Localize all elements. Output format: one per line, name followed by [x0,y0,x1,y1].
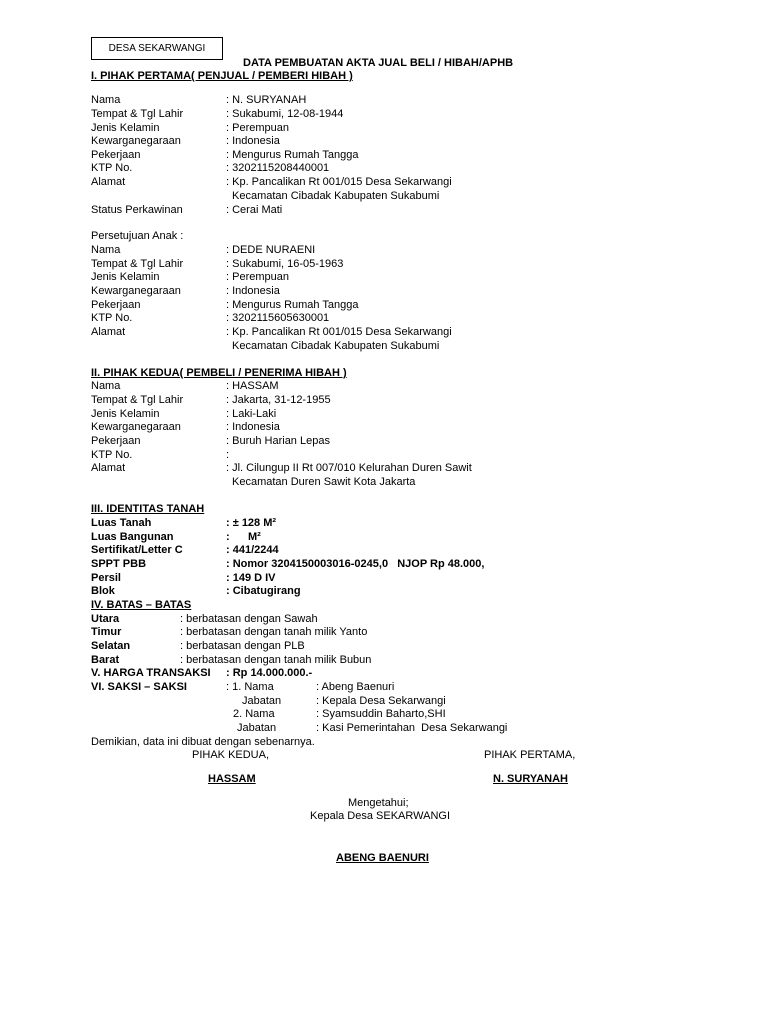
document-title: DATA PEMBUATAN AKTA JUAL BELI / HIBAH/APHB [243,57,514,69]
s1-address-line2: Kecamatan Cibadak Kabupaten Sukabumi [232,190,440,202]
s1-value-name: : N. SURYANAH [226,94,307,106]
s2-label-gender: Jenis Kelamin [91,408,160,420]
party1-name: N. SURYANAH [493,773,568,785]
section6-label: VI. SAKSI – SAKSI [91,681,187,693]
witness1-position-label: Jabatan [242,695,282,707]
known-by: Mengetahui; [348,797,409,809]
s4-value-west: : berbatasan dengan tanah milik Bubun [180,654,372,666]
s4-value-east: : berbatasan dengan tanah milik Yanto [180,626,368,638]
s1-label-address: Alamat [91,176,126,188]
c-label-birth: Tempat & Tgl Lahir [91,258,184,270]
s3-value-certificate: : 441/2244 [226,544,279,556]
c-label-nationality: Kewarganegaraan [91,285,181,297]
s1-label-ktp: KTP No. [91,162,133,174]
s2-label-address: Alamat [91,462,126,474]
s3-value-persil: : 149 D IV [226,572,276,584]
s3-value-blok: : Cibatugirang [226,585,301,597]
section3-heading: III. IDENTITAS TANAH [91,503,205,515]
consent-heading: Persetujuan Anak : [91,230,184,242]
c-value-ktp: : 3202115605630001 [226,312,330,324]
s2-value-name: : HASSAM [226,380,279,392]
s1-label-gender: Jenis Kelamin [91,122,160,134]
s2-value-gender: : Laki-Laki [226,408,277,420]
s1-label-marital: Status Perkawinan [91,204,183,216]
s3-label-land-area: Luas Tanah [91,517,152,529]
s1-value-address: : Kp. Pancalikan Rt 001/015 Desa Sekarwangi [226,176,452,188]
witness2-position-label: Jabatan [237,722,277,734]
s1-value-birth: : Sukabumi, 12-08-1944 [226,108,344,120]
s4-value-north: : berbatasan dengan Sawah [180,613,318,625]
c-address-line2: Kecamatan Cibadak Kabupaten Sukabumi [232,340,440,352]
s3-label-persil: Persil [91,572,121,584]
s2-label-ktp: KTP No. [91,449,133,461]
witness2-name-label: 2. Nama [233,708,275,720]
c-label-gender: Jenis Kelamin [91,271,160,283]
c-label-name: Nama [91,244,121,256]
s2-label-name: Nama [91,380,121,392]
s2-value-address: : Jl. Cilungup II Rt 007/010 Kelurahan Duren Sawit [226,462,472,474]
s1-value-marital: : Cerai Mati [226,204,283,216]
party1-title: PIHAK PERTAMA, [484,749,576,761]
witness2-name-value: : Syamsuddin Baharto,SHI [316,708,446,720]
s4-label-east: Timur [91,626,122,638]
s3-label-blok: Blok [91,585,115,597]
s1-label-nationality: Kewarganegaraan [91,135,181,147]
s4-label-north: Utara [91,613,120,625]
witness1-position-value: : Kepala Desa Sekarwangi [316,695,446,707]
c-value-gender: : Perempuan [226,271,289,283]
c-value-nationality: : Indonesia [226,285,280,297]
section5-label: V. HARGA TRANSAKSI [91,667,211,679]
s3-value-sppt: : Nomor 3204150003016-0245,0 NJOP Rp 48.000, [226,558,485,570]
c-label-ktp: KTP No. [91,312,133,324]
s3-label-building-area: Luas Bangunan [91,531,174,543]
s4-label-south: Selatan [91,640,131,652]
s3-label-certificate: Sertifikat/Letter C [91,544,183,556]
c-value-occupation: : Mengurus Rumah Tangga [226,299,359,311]
s1-value-gender: : Perempuan [226,122,289,134]
s2-value-ktp: : [226,449,230,461]
village-head-title: Kepala Desa SEKARWANGI [310,810,451,822]
s4-label-west: Barat [91,654,120,666]
s2-value-nationality: : Indonesia [226,421,280,433]
closing-statement: Demikian, data ini dibuat dengan sebenarnya. [91,736,315,748]
s1-value-occupation: : Mengurus Rumah Tangga [226,149,359,161]
s1-label-birth: Tempat & Tgl Lahir [91,108,184,120]
s3-value-building-area: : M² [226,531,261,543]
s2-address-line2: Kecamatan Duren Sawit Kota Jakarta [232,476,416,488]
section2-heading: II. PIHAK KEDUA( PEMBELI / PENERIMA HIBAH ) [91,367,347,379]
s2-label-nationality: Kewarganegaraan [91,421,181,433]
s2-label-birth: Tempat & Tgl Lahir [91,394,184,406]
s1-value-nationality: : Indonesia [226,135,280,147]
party2-title: PIHAK KEDUA, [192,749,270,761]
c-value-birth: : Sukabumi, 16-05-1963 [226,258,344,270]
witness1-name-value: : Abeng Baenuri [316,681,395,693]
witness2-position-value: : Kasi Pemerintahan Desa Sekarwangi [316,722,508,734]
s1-label-name: Nama [91,94,121,106]
c-value-address: : Kp. Pancalikan Rt 001/015 Desa Sekarwangi [226,326,452,338]
village-box: DESA SEKARWANGI [91,37,223,60]
s4-value-south: : berbatasan dengan PLB [180,640,305,652]
section1-heading: I. PIHAK PERTAMA( PENJUAL / PEMBERI HIBAH ) [91,70,353,82]
section4-heading: IV. BATAS – BATAS [91,599,192,611]
witness1-name-label: : 1. Nama [226,681,274,693]
s3-label-sppt: SPPT PBB [91,558,147,570]
c-label-occupation: Pekerjaan [91,299,141,311]
s3-value-land-area: : ± 128 M² [226,517,277,529]
s1-value-ktp: : 3202115208440001 [226,162,330,174]
party2-name: HASSAM [208,773,256,785]
c-label-address: Alamat [91,326,126,338]
s2-value-birth: : Jakarta, 31-12-1955 [226,394,331,406]
s2-label-occupation: Pekerjaan [91,435,141,447]
village-head-name: ABENG BAENURI [336,852,429,864]
s1-label-occupation: Pekerjaan [91,149,141,161]
c-value-name: : DEDE NURAENI [226,244,316,256]
section5-value: : Rp 14.000.000.- [226,667,313,679]
s2-value-occupation: : Buruh Harian Lepas [226,435,330,447]
